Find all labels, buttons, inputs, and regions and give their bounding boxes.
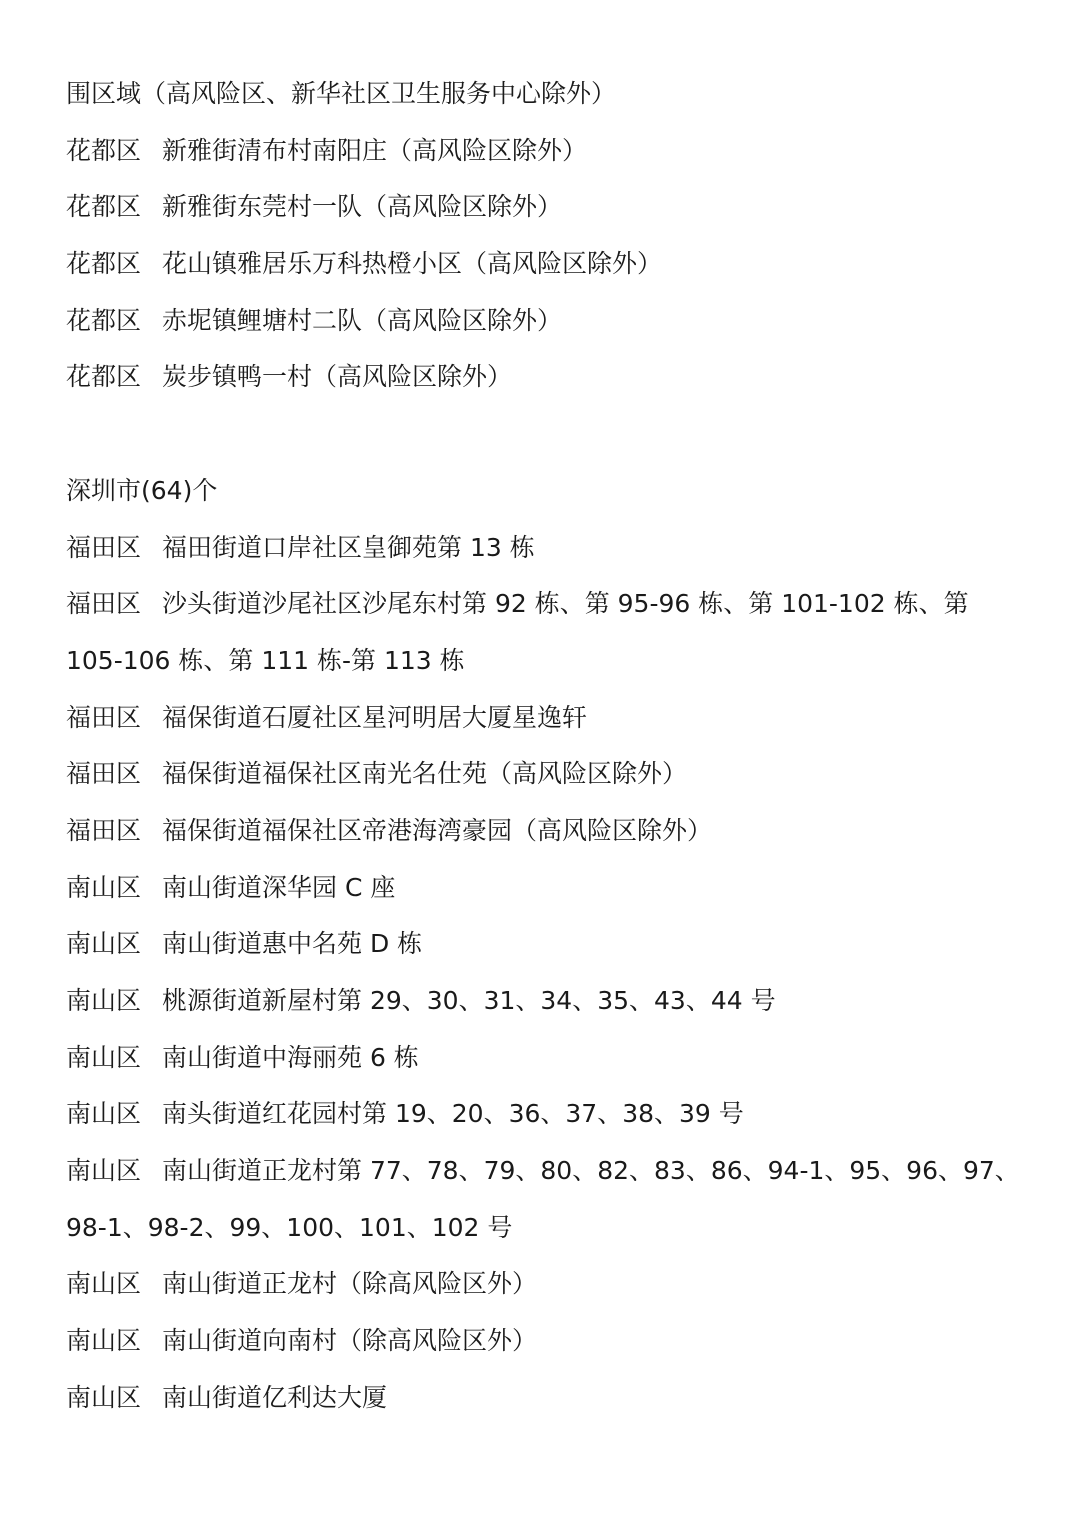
blank-line — [66, 406, 1016, 463]
district-label: 南山区 — [66, 986, 142, 1015]
list-item — [66, 690, 1016, 747]
list-item — [66, 576, 1016, 633]
list-item — [66, 916, 1016, 973]
district-label: 南山区 — [66, 1326, 142, 1356]
place-text: 花山镇雅居乐万科热橙小区（高风险区除外） — [162, 249, 663, 279]
district-label: 花都区 — [66, 135, 142, 165]
place-text: 桃源街道新屋村第 29、30、31、34、35、43、44 号 — [162, 986, 776, 1015]
list-item — [66, 293, 1016, 350]
place-text: 南山街道惠中名苑 D 栋 — [162, 929, 423, 959]
district-label: 南山区 — [66, 1269, 142, 1299]
list-item — [66, 746, 1016, 803]
list-item — [66, 236, 1016, 293]
place-text: 炭步镇鸭一村（高风险区除外） — [162, 362, 513, 392]
district-label: 花都区 — [66, 249, 142, 279]
district-label: 南山区 — [66, 929, 142, 959]
list-item — [66, 520, 1016, 577]
district-label: 南山区 — [66, 1042, 142, 1072]
list-item — [66, 860, 1016, 917]
district-label: 福田区 — [66, 815, 142, 845]
place-text: 福保街道福保社区南光名仕苑（高风险区除外） — [162, 759, 688, 789]
district-label: 福田区 — [66, 759, 142, 789]
place-text: 新雅街清布村南阳庄（高风险区除外） — [162, 135, 588, 165]
district-label: 花都区 — [66, 192, 142, 222]
place-text: 赤坭镇鲤塘村二队（高风险区除外） — [162, 305, 563, 335]
district-label: 福田区 — [66, 532, 142, 562]
list-item — [66, 1370, 1016, 1427]
district-label: 南山区 — [66, 1099, 142, 1129]
place-text: 沙头街道沙尾社区沙尾东村第 92 栋、第 95-96 栋、第 101-102 栋、第 — [162, 589, 969, 619]
place-text: 福保街道石厦社区星河明居大厦星逸轩 — [162, 702, 588, 732]
place-text: 南山街道正龙村第 77、78、79、80、82、83、86、94-1、95、96、97、 — [162, 1156, 1020, 1186]
list-item — [66, 1313, 1016, 1370]
list-item — [66, 973, 1016, 1030]
list-item — [66, 1256, 1016, 1313]
district-label: 南山区 — [66, 872, 142, 902]
place-text: 福田街道口岸社区皇御苑第 13 栋 — [162, 532, 535, 562]
list-item — [66, 349, 1016, 406]
place-text: 南山街道正龙村（除高风险区外） — [162, 1269, 538, 1299]
place-text: 南山街道亿利达大厦 — [162, 1382, 388, 1412]
place-text: 福保街道福保社区帝港海湾豪园（高风险区除外） — [162, 815, 713, 845]
list-item — [66, 1143, 1020, 1200]
place-text: 南山街道向南村（除高风险区外） — [162, 1326, 538, 1356]
district-label: 南山区 — [66, 1382, 142, 1412]
district-label: 福田区 — [66, 589, 142, 619]
list-item-continuation: 105-106 栋、第 111 栋-第 113 栋 — [66, 645, 465, 675]
place-text: 南山街道深华园 C 座 — [162, 872, 396, 902]
list-item-continuation: 98-1、98-2、99、100、101、102 号 — [66, 1212, 513, 1242]
text-line: 围区域（高风险区、新华社区卫生服务中心除外） — [66, 79, 617, 108]
list-item — [66, 803, 1016, 860]
document-body — [66, 66, 1020, 1427]
district-label: 南山区 — [66, 1156, 142, 1186]
list-item — [66, 179, 1016, 236]
district-label: 花都区 — [66, 362, 142, 392]
place-text: 南头街道红花园村第 19、20、36、37、38、39 号 — [162, 1099, 744, 1129]
place-text: 南山街道中海丽苑 6 栋 — [162, 1042, 419, 1072]
district-label: 福田区 — [66, 702, 142, 732]
section-heading: 深圳市(64)个 — [66, 475, 218, 505]
list-item — [66, 1030, 1016, 1087]
list-item — [66, 1086, 1016, 1143]
district-label: 花都区 — [66, 305, 142, 335]
place-text: 新雅街东莞村一队（高风险区除外） — [162, 192, 563, 222]
list-item — [66, 123, 1016, 180]
